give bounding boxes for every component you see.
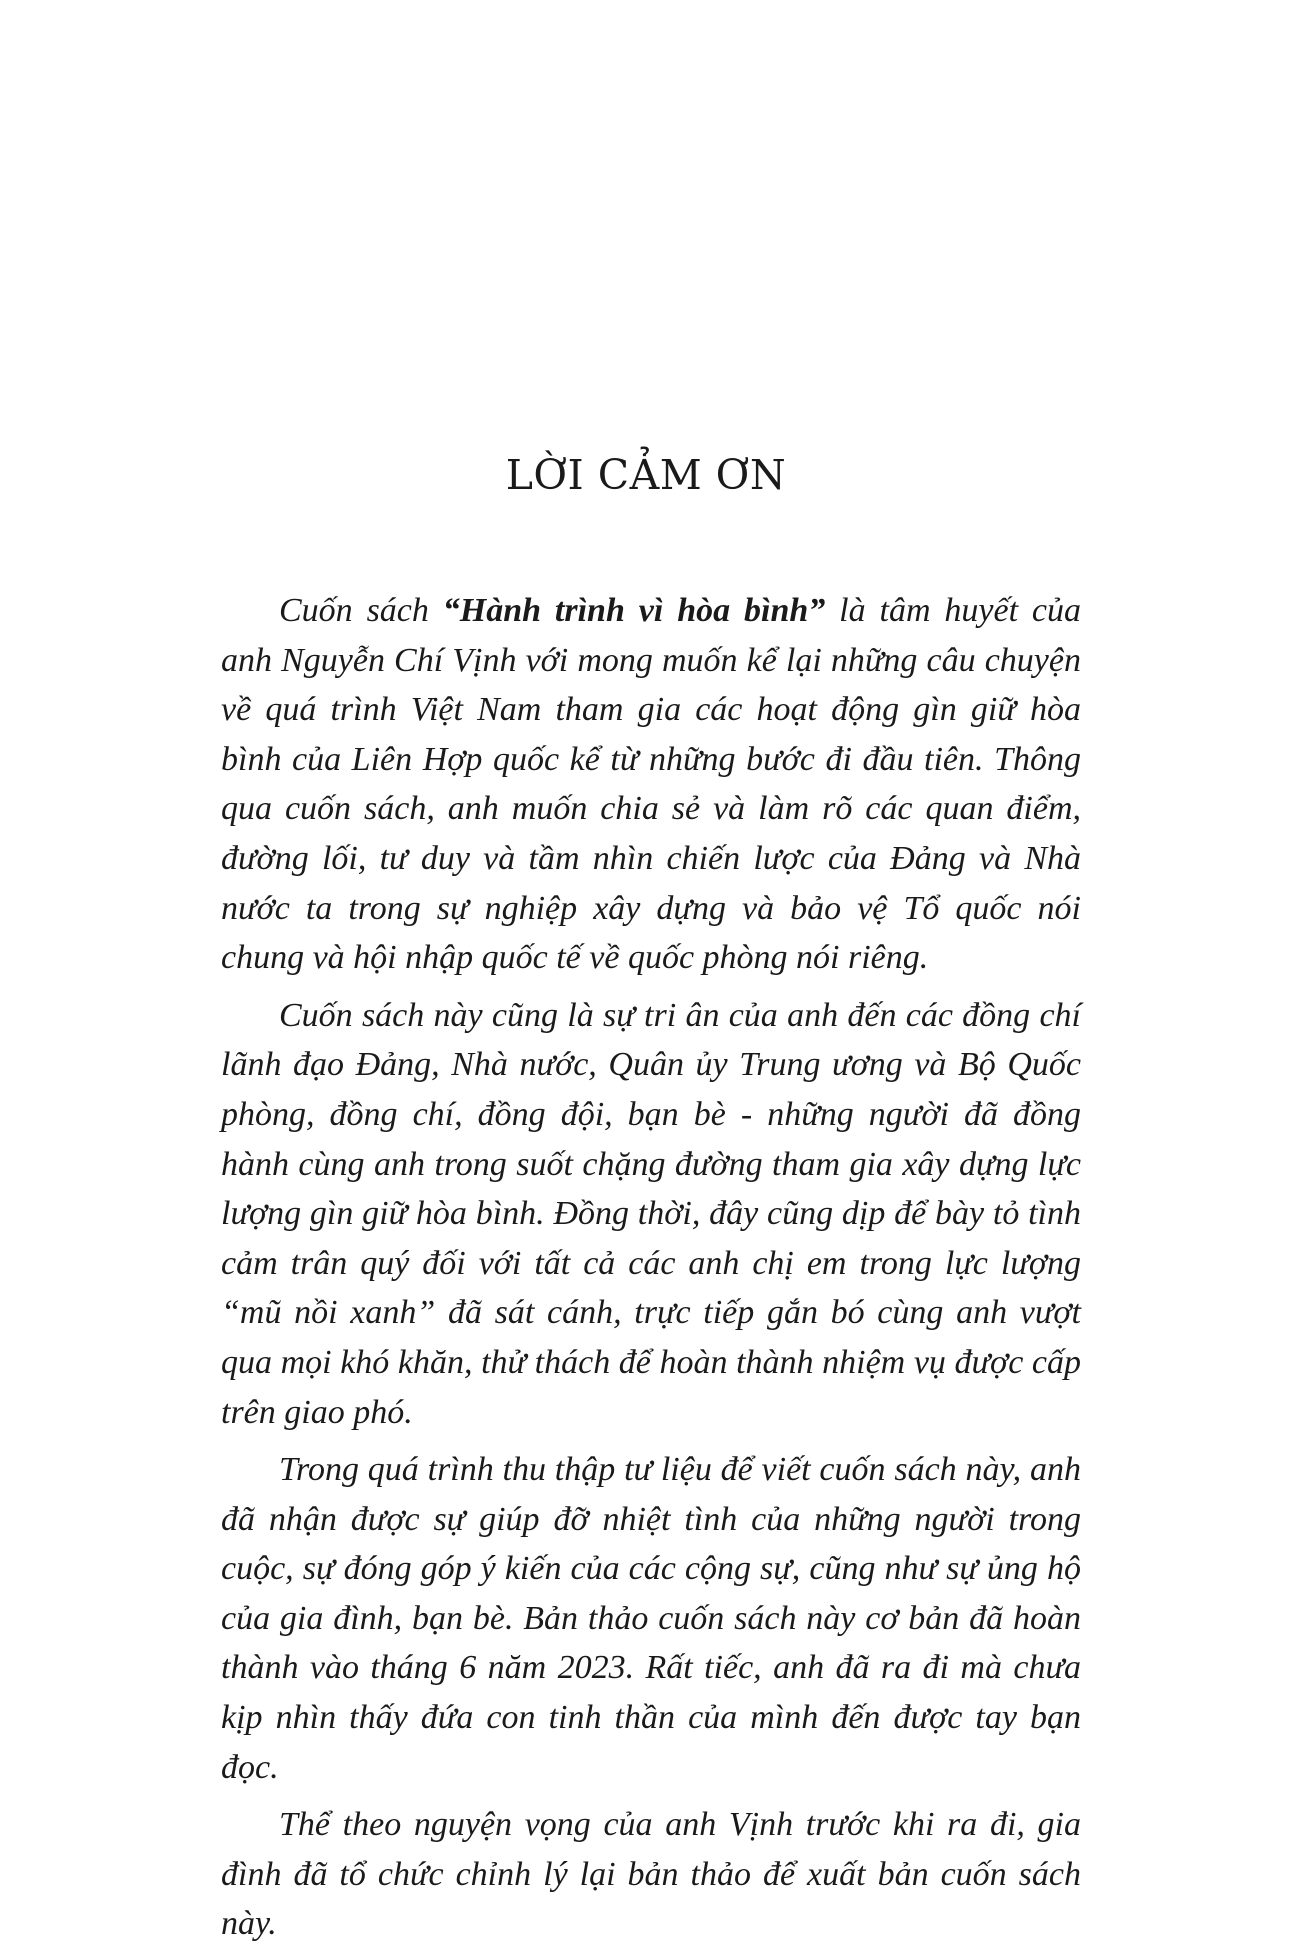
body-text	[221, 586, 1081, 1957]
paragraph-1-lead: Cuốn sách	[279, 592, 443, 629]
paragraph-1-rest: là tâm huyết của anh Nguyễn Chí Vịnh với mong muốn kể lại những câu chuyện về quá trình Việt Nam tham gia các hoạt động gìn giữ hòa bình của Liên Hợp quốc kể từ những bước đi đầu tiên. Thông qua cuốn sách, anh muốn chia sẻ và làm rõ các quan điểm, đường lối, tư duy và tầm nhìn chiến lược của Đảng và Nhà nước ta trong sự nghiệp xây dựng và bảo vệ Tổ quốc nói chung và hội nhập quốc tế về quốc phòng nói riêng.	[221, 592, 1081, 977]
paragraph-4: Thể theo nguyện vọng của anh Vịnh trước khi ra đi, gia đình đã tổ chức chỉnh lý lại bản thảo để xuất bản cuốn sách này.	[221, 1806, 1081, 1943]
paragraph-3: Trong quá trình thu thập tư liệu để viết cuốn sách này, anh đã nhận được sự giúp đỡ nhiệt tình của những người trong cuộc, sự đóng góp ý kiến của các cộng sự, cũng như sự ủng hộ của gia đình, bạn bè. Bản thảo cuốn sách này cơ bản đã hoàn thành vào tháng 6 năm 2023. Rất tiếc, anh đã ra đi mà chưa kịp nhìn thấy đứa con tinh thần của mình đến được tay bạn đọc.	[221, 1451, 1081, 1786]
book-title-emphasis: “Hành trình vì hòa bình”	[442, 592, 826, 629]
page-title: LỜI CẢM ƠN	[505, 451, 787, 499]
paragraph-1	[221, 586, 1081, 983]
paragraph-2: Cuốn sách này cũng là sự tri ân của anh đến các đồng chí lãnh đạo Đảng, Nhà nước, Quân ủy Trung ương và Bộ Quốc phòng, đồng chí, đồng đội, bạn bè - những người đã đồng hành cùng anh trong suốt chặng đường tham gia xây dựng lực lượng gìn giữ hòa bình. Đồng thời, đây cũng dịp để bày tỏ tình cảm trân quý đối với tất cả các anh chị em trong lực lượng “mũ nồi xanh” đã sát cánh, trực tiếp gắn bó cùng anh vượt qua mọi khó khăn, thử thách để hoàn thành nhiệm vụ được cấp trên giao phó.	[221, 996, 1081, 1431]
